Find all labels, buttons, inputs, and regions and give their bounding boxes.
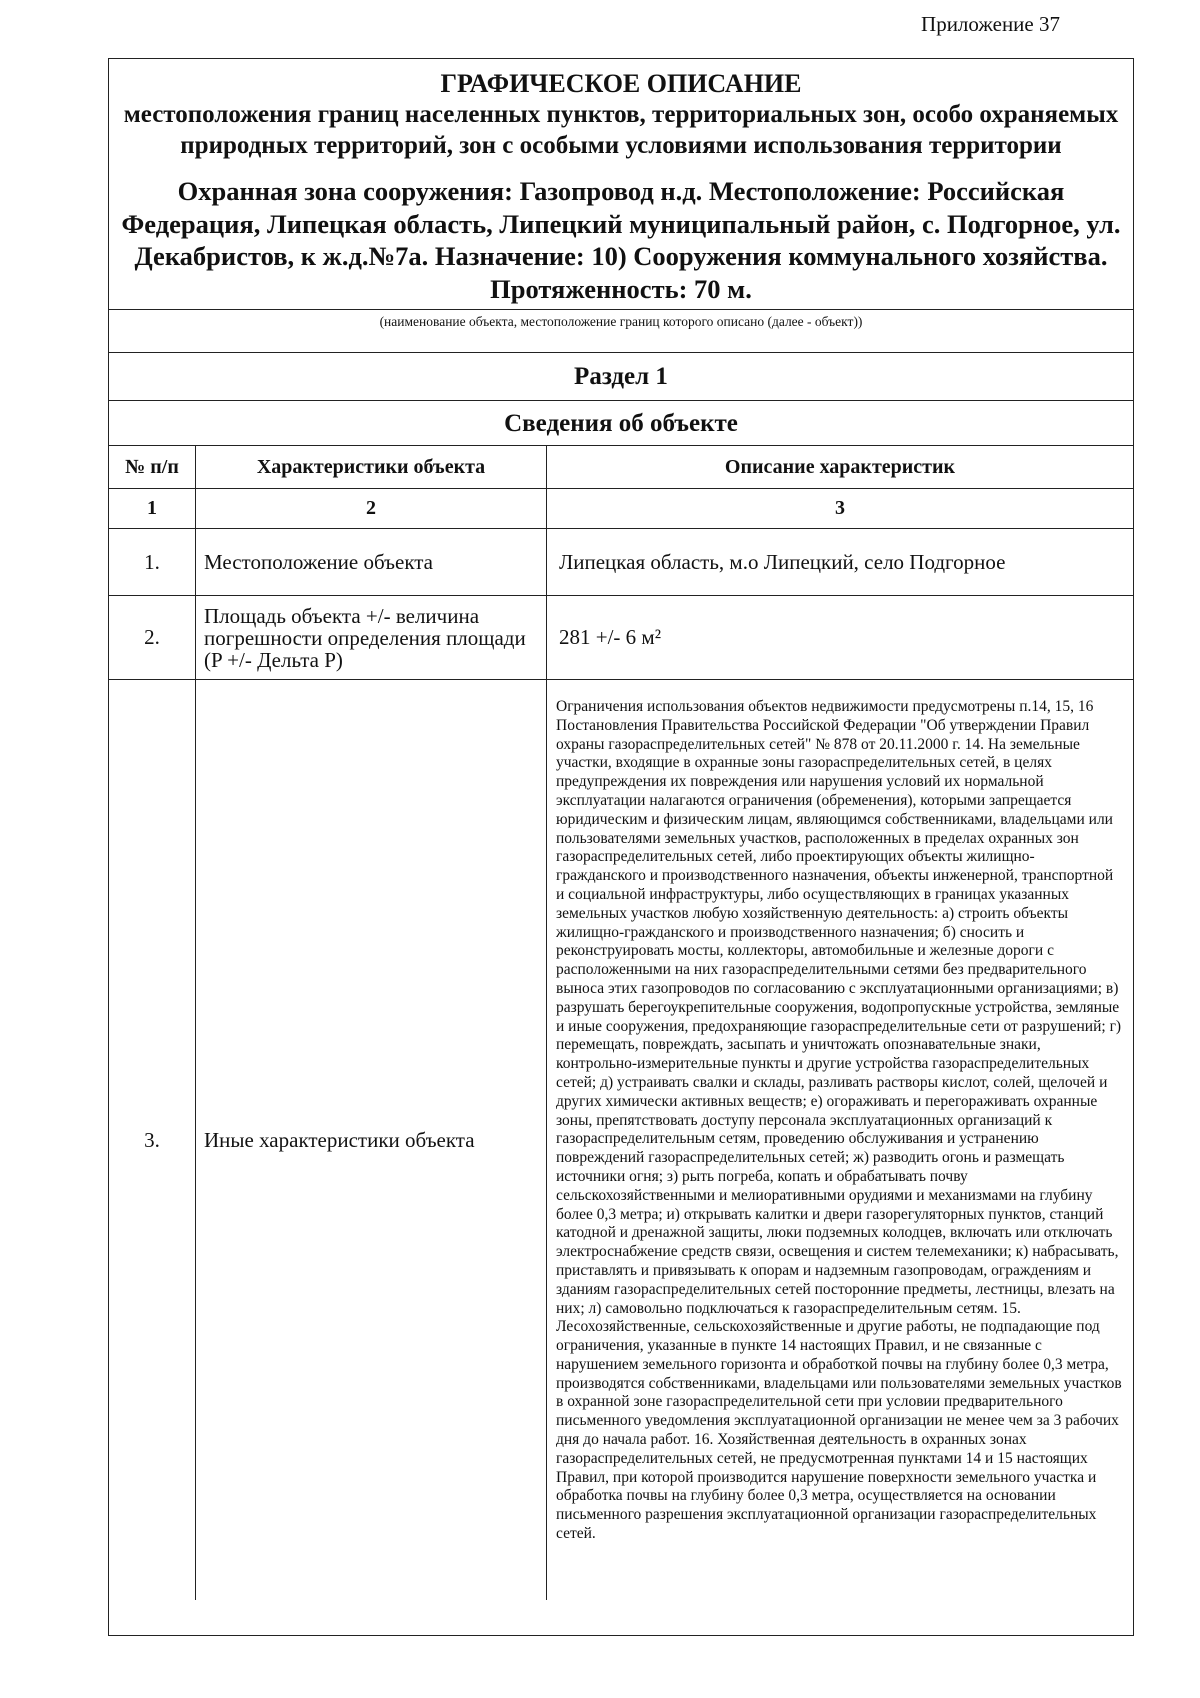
section-subtitle: Сведения об объекте	[109, 400, 1133, 445]
row-number: 3.	[109, 679, 195, 1600]
column-number: 1	[109, 488, 195, 528]
object-name: Охранная зона сооружения: Газопровод н.д. Местоположение: Российская Федерация, Липецкая область, Липецкий муниципальный район, с. Подгорное, ул. Декабристов, к ж.д.№7а. Назначение: 10) Сооружения коммунального хозяйства. Протяженность: 70 м.	[121, 176, 1121, 304]
column-number: 2	[195, 488, 546, 528]
row-characteristic: Местоположение объекта	[195, 528, 546, 595]
table-row	[109, 679, 1133, 1600]
document-subtitle: местоположения границ населенных пунктов, территориальных зон, особо охраняемых природных территорий, зон с особыми условиями использования территории	[123, 101, 1119, 159]
divider	[109, 309, 1133, 310]
row-description: Ограничения использования объектов недвижимости предусмотрены п.14, 15, 16 Постановления Правительства Российской Федерации "Об утверждении Правил охраны газораспределительных сетей" № 878 от 20.11.2000 г. 14. На земельные участки, входящие в охранные зоны газораспределительных сетей, в целях предупреждения их повреждения или нарушения условий их нормальной эксплуатации налагаются ограничения (обременения), которыми запрещается юридическим и физическим лицам, являющимся собственниками, владельцами или пользователями земельных участков, расположенных в пределах охранных зон газораспределительных сетей, либо проектирующих объекты жилищно-гражданского и производственного назначения, объекты инженерной, транспортной и социальной инфраструктуры, либо осуществляющих в границах указанных земельных участков любую хозяйственную деятельность: а) строить объекты жилищно-гражданского и производственного назначения; б) сносить и реконструировать мосты, коллекторы, автомобильные и железные дороги с расположенными на них газораспределительными сетями без предварительного выноса этих газопроводов по согласованию с эксплуатационными организациями; в) разрушать берегоукрепительные сооружения, водопропускные устройства, земляные и иные сооружения, предохраняющие газораспределительные сети от разрушений; г) перемещать, повреждать, засыпать и уничтожать опознавательные знаки, контрольно-измерительные пункты и другие устройства газораспределительных сетей; д) устраивать свалки и склады, разливать растворы кислот, солей, щелочей и других химически активных веществ; е) огораживать и перегораживать охранные зоны, препятствовать доступу персонала эксплуатационных организаций к газораспределительным сетям, проведению обслуживания и устранению повреждений газораспределительных сетей; ж) разводить огонь и размещать источники огня; з) рыть погреба, копать и обрабатывать почву сельскохозяйственными и мелиоративными орудиями и механизмами на глубину более 0,3 метра; и) открывать калитки и двери газорегуляторных пунктов, станций катодной и дренажной защиты, люки подземных колодцев, включать или отключать электроснабжение средств связи, освещения и систем телемеханики; к) набрасывать, приставлять и привязывать к опорам и надземным газопроводам, ограждениям и зданиям газораспределительных сетей посторонние предметы, лестницы, влезать на них; л) самовольно подключаться к газораспределительным сетям. 15. Лесохозяйственные, сельскохозяйственные и другие работы, не подпадающие под ограничения, указанные в пункте 14 настоящих Правил, и не связанные с нарушением земельного горизонта и обработкой почвы на глубину более 0,3 метра, производятся собственниками, владельцами или пользователями земельных участков в охранной зоне газораспределительной сети при условии предварительного письменного уведомления эксплуатационной организации не менее чем за 3 рабочих дня до начала работ. 16. Хозяйственная деятельность в охранных зонах газораспределительных сетей, не предусмотренная пунктами 14 и 15 настоящих Правил, при которой производится нарушение поверхности земельного участка и обработка почвы на глубину более 0,3 метра, осуществляется на основании письменного разрешения эксплуатационной организации газораспределительных сетей.	[546, 679, 1133, 1600]
column-numbers-row	[109, 488, 1133, 528]
document-header	[109, 59, 1133, 339]
row-characteristic: Иные характеристики объекта	[195, 679, 546, 1600]
table-header-row	[109, 445, 1133, 488]
row-number: 2.	[109, 595, 195, 679]
section-title: Раздел 1	[109, 352, 1133, 400]
document-frame	[108, 58, 1134, 1636]
table-row	[109, 528, 1133, 595]
table-row	[109, 595, 1133, 679]
document-title: ГРАФИЧЕСКОЕ ОПИСАНИЕ	[440, 69, 802, 98]
row-number: 1.	[109, 528, 195, 595]
row-description: Липецкая область, м.о Липецкий, село Подгорное	[546, 528, 1133, 595]
object-caption: (наименование объекта, местоположение границ которого описано (далее - объект))	[379, 314, 863, 329]
row-characteristic: Площадь объекта +/- величина погрешности определения площади (P +/- Дельта P)	[195, 595, 546, 679]
row-description: 281 +/- 6 м²	[546, 595, 1133, 679]
header-cell-description: Описание характеристик	[546, 445, 1133, 488]
header-cell-number: № п/п	[109, 445, 195, 488]
appendix-label: Приложение 37	[921, 12, 1060, 36]
header-cell-characteristic: Характеристики объекта	[195, 445, 546, 488]
column-number: 3	[546, 488, 1133, 528]
